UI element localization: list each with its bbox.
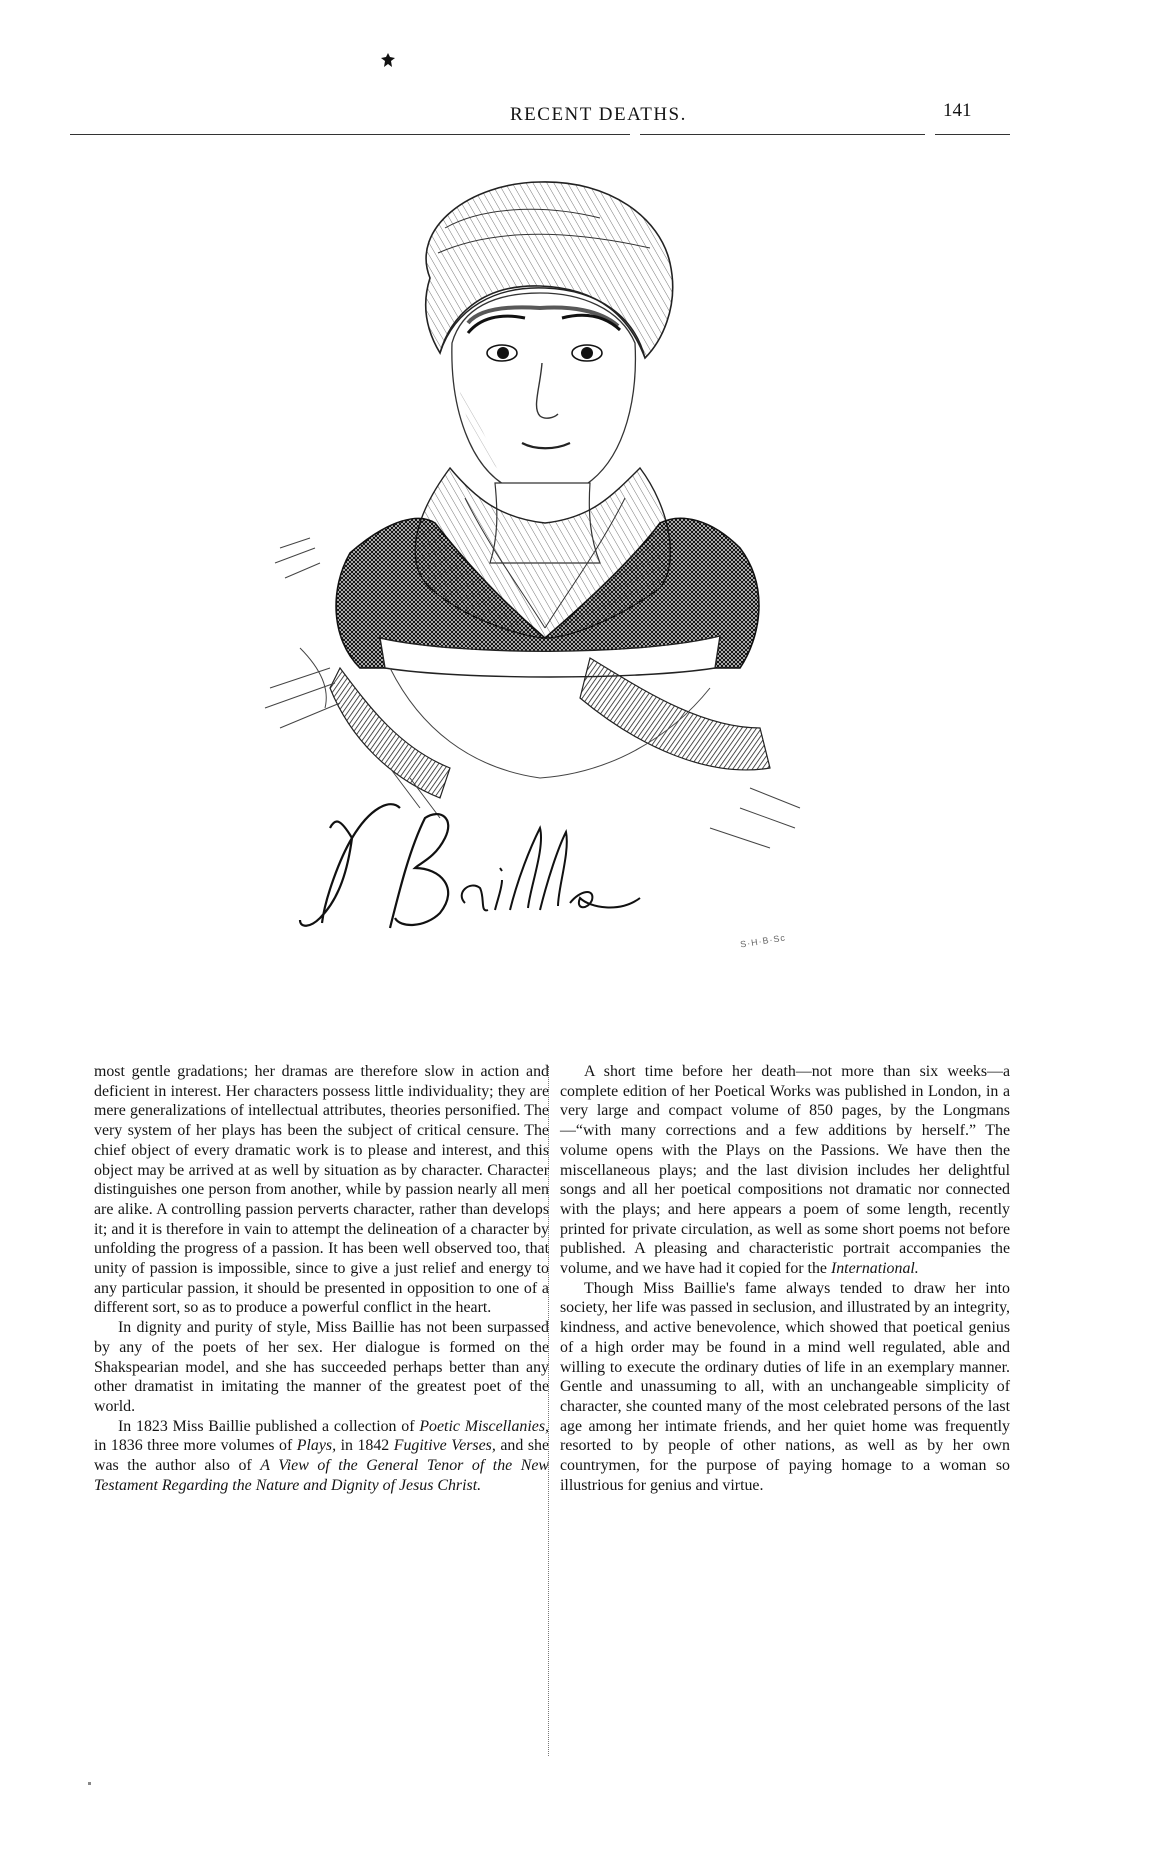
- engraver-mark: S·H·B·Sc: [739, 932, 787, 950]
- text-run: A short time before her death—not more than six weeks—a complete edition of her Poetical Works was published in London, in a very large and compact volume of 850 pages, by the Longmans—“with many corrections and a few additions by herself.” The volume opens with the Plays on the Passions. We have then the miscellaneous plays; and the last division includes her delightful songs and all her poetical compositions not dramatic nor connected with the plays; and here appears a poem of some length, recently printed for private circulation, as well as some short poems not before published. A pleasing and characteristic portrait accompanies the volume, and we have had it copied for the: [560, 1063, 1010, 1278]
- column-divider: [548, 1066, 549, 1756]
- text-run: in 1842: [336, 1437, 394, 1455]
- text-run: and she was the author also of: [94, 1437, 549, 1475]
- face: [452, 293, 636, 496]
- paragraph: [560, 1062, 1010, 1279]
- publication-title: International.: [830, 1260, 919, 1278]
- book-title: Plays,: [296, 1437, 337, 1455]
- ink-blot: [380, 52, 396, 68]
- left-column: [94, 1062, 549, 1495]
- header-rule: [935, 134, 1010, 135]
- header-rule: [640, 134, 925, 135]
- portrait-engraving: [240, 168, 840, 948]
- right-column: [560, 1062, 1010, 1495]
- header-rule: [70, 134, 630, 135]
- running-title: RECENT DEATHS.: [510, 104, 687, 125]
- paragraph: [94, 1417, 549, 1496]
- paragraph: most gentle gradations; her dramas are therefore slow in action and deficient in interest. Her characters possess little individuality; they are mere generalizations of intellectual attributes, theories personified. The very system of her plays has been the subject of critical censure. The chief object of every dramatic work is to please and interest, and this object may be arrived at as well by situation as by character. Character distinguishes one person from another, while by passion nearly all men are alike. A controlling passion perverts character, rather than develops it; and it is therefore in vain to attempt the delineation of a character by unfolding the progress of a passion. It has been well observed too, that unity of passion is impossible, since to give a just relief and energy to any particular passion, it should be presented in opposition to one of a different sort, so as to produce a powerful conflict in the heart.: [94, 1063, 549, 1317]
- page-header: [70, 100, 1010, 144]
- text-run: In 1823 Miss Baillie published a collection of: [118, 1417, 420, 1435]
- text-run: in 1836 three more volumes of: [94, 1437, 297, 1455]
- paragraph: Though Miss Baillie's fame always tended to draw her into society, her life was passed in seclusion, and illustrated by an integrity, kindness, and active benevolence, which showed that poetical genius of a high order may be found in a mind well regulated, able and willing to execute the ordinary duties of life in an exemplary manner. Gentle and unassuming to all, with an unchangeable simplicity of character, she counted many of the most celebrated persons of the last age among her intimate friends, and her quiet home was frequently resorted to by people of other nations, as well as by her own countrymen, for the purpose of paying homage to a woman so illustrious for genius and virtue.: [560, 1279, 1010, 1494]
- book-title: A View of the General Tenor of the New Testament Regarding the Nature and Dignity of Jesus Christ.: [94, 1457, 550, 1494]
- print-speck: [88, 1782, 91, 1785]
- book-title: Fugitive Verses,: [393, 1437, 496, 1455]
- paragraph: In dignity and purity of style, Miss Baillie has not been surpassed by any of the poets of her sex. Her dialogue is formed on the Shakspearian model, and she has succeeded perhaps better than any other dramatist in imitating the manner of the greatest poet of the world.: [94, 1319, 549, 1415]
- book-title: Poetic Miscellanies,: [419, 1417, 549, 1435]
- page-number: 141: [943, 100, 972, 121]
- signature: [300, 804, 640, 928]
